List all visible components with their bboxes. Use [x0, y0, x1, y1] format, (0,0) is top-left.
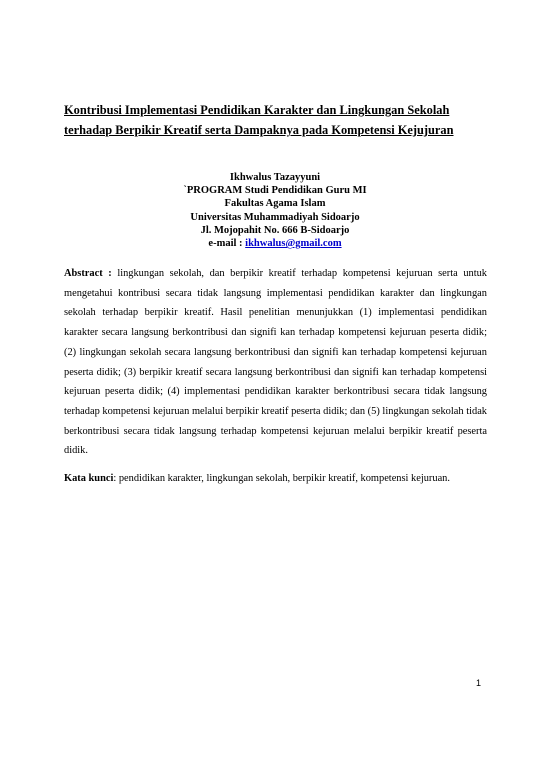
title-line-1: Kontribusi Implementasi Pendidikan Karakter dan Lingkungan Sekolah [64, 103, 450, 117]
email-label: e-mail : [208, 238, 246, 250]
author-program: `PROGRAM Studi Pendidikan Guru MI [183, 185, 367, 197]
keywords-paragraph [64, 469, 494, 489]
author-name: Ikhwalus Tazayyuni [229, 172, 321, 183]
abstract-text: lingkungan sekolah, dan berpikir kreatif terhadap kompetensi kejuruan serta untuk mengetahui kontribusi secara tidak langsung implementasi pendidikan karakter dan lingkungan sekolah terhadap berpikir kreatif. Hasil penelitian menunjukkan (1) implementasi pendidikan karakter secara langsung berkontribusi dan signifi kan terhadap kompetensi kejuruan peserta didik; (2) lingkungan sekolah secara langsung berkontribusi dan signifi kan terhadap kompetensi kejuruan peserta didik; (3) berpikir kreatif secara langsung berkontribusi dan signifi kan terhadap kompetensi kejuruan peserta didik; (4) implementasi pendidikan karakter berkontribusi secara tidak langsung terhadap kompetensi kejuruan melalui berpikir kreatif peserta didik; dan (5) lingkungan sekolah tidak berkontribusi secara tidak langsung terhadap kompetensi kejuruan melalui berpikir kreatif peserta didik. [64, 268, 487, 457]
email-link[interactable]: ikhwalus@gmail.com [245, 238, 342, 250]
author-block [0, 171, 550, 250]
author-address: Jl. Mojopahit No. 666 B-Sidoarjo [200, 224, 350, 236]
abstract-paragraph [64, 264, 487, 461]
keywords-text: : pendidikan karakter, lingkungan sekolah, berpikir kreatif, kompetensi kejuruan. [113, 473, 450, 484]
author-email-line [0, 237, 550, 250]
author-university: Universitas Muhammadiyah Sidoarjo [190, 211, 360, 223]
keywords-label: Kata kunci [64, 473, 114, 484]
abstract-label: Abstract : [64, 268, 112, 279]
author-faculty: Fakultas Agama Islam [224, 198, 326, 210]
page-number: 1 [476, 678, 482, 688]
paper-title [64, 100, 504, 140]
title-line-2: terhadap Berpikir Kreatif serta Dampaknya pada Kompetensi Kejujuran [64, 123, 454, 137]
